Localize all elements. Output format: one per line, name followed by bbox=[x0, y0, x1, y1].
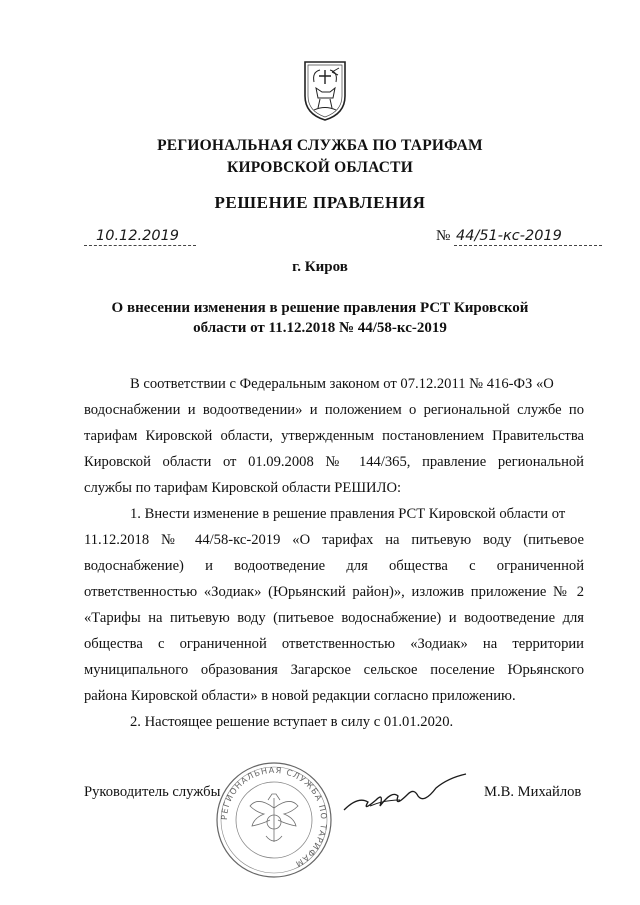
body-line: службы по тарифам Кировской области РЕШИЛО: bbox=[84, 480, 402, 496]
body-line: Кировской области от 01.09.2008 № 144/365, правление региональной bbox=[84, 454, 584, 470]
organization-name-line1: РЕГИОНАЛЬНАЯ СЛУЖБА ПО ТАРИФАМ bbox=[157, 137, 483, 154]
seal-text: РЕГИОНАЛЬНАЯ СЛУЖБА ПО ТАРИФАМ bbox=[218, 764, 330, 870]
document-title: РЕШЕНИЕ ПРАВЛЕНИЯ bbox=[214, 193, 426, 212]
handwritten-signature bbox=[340, 770, 470, 820]
body-line: общества с ограниченной ответственностью «Зодиак» на территории bbox=[84, 636, 584, 652]
number-label: № bbox=[436, 228, 451, 244]
body-line: 2. Настоящее решение вступает в силу с 01.01.2020. bbox=[130, 714, 454, 730]
official-seal-stamp bbox=[214, 760, 334, 880]
body-line: 11.12.2018 № 44/58-кс-2019 «О тарифах на питьевую воду (питьевое bbox=[84, 532, 584, 548]
signatory-name: М.В. Михайлов bbox=[484, 784, 582, 800]
body-line: «Тарифы на питьевую воду (питьевое водоснабжение) и водоотведение для bbox=[84, 610, 584, 626]
coat-of-arms-emblem bbox=[302, 58, 348, 122]
seal-eagle-icon bbox=[250, 794, 298, 842]
document-number: 44/51-кс-2019 bbox=[456, 228, 562, 244]
organization-name-line2: КИРОВСКОЙ ОБЛАСТИ bbox=[227, 159, 413, 176]
date-underline bbox=[84, 245, 196, 246]
body-line: В соответствии с Федеральным законом от 07.12.2011 № 416-ФЗ «О bbox=[130, 376, 554, 392]
document-date: 10.12.2019 bbox=[96, 228, 180, 244]
signatory-position: Руководитель службы bbox=[84, 784, 221, 800]
body-line: ответственностью «Зодиак» (Юрьянский район)», изложив приложение № 2 bbox=[84, 584, 584, 600]
body-line: водоснабжение) и водоотведение для общества с ограниченной bbox=[84, 558, 584, 574]
subject-line-1: О внесении изменения в решение правления РСТ Кировской bbox=[111, 300, 529, 316]
body-line: муниципального образования Загарское сельское поселение Юрьянского bbox=[84, 662, 584, 678]
body-line: тарифам Кировской области, утвержденным постановлением Правительства bbox=[84, 428, 584, 444]
body-line: 1. Внести изменение в решение правления РСТ Кировской области от bbox=[130, 506, 566, 522]
body-line: района Кировской области» в новой редакции согласно приложению. bbox=[84, 688, 516, 704]
body-line: водоснабжении и водоотведении» и положением о региональной службе по bbox=[84, 402, 584, 418]
number-underline bbox=[454, 245, 602, 246]
city-line: г. Киров bbox=[292, 259, 348, 275]
subject-line-2: области от 11.12.2018 № 44/58-кс-2019 bbox=[193, 320, 447, 336]
